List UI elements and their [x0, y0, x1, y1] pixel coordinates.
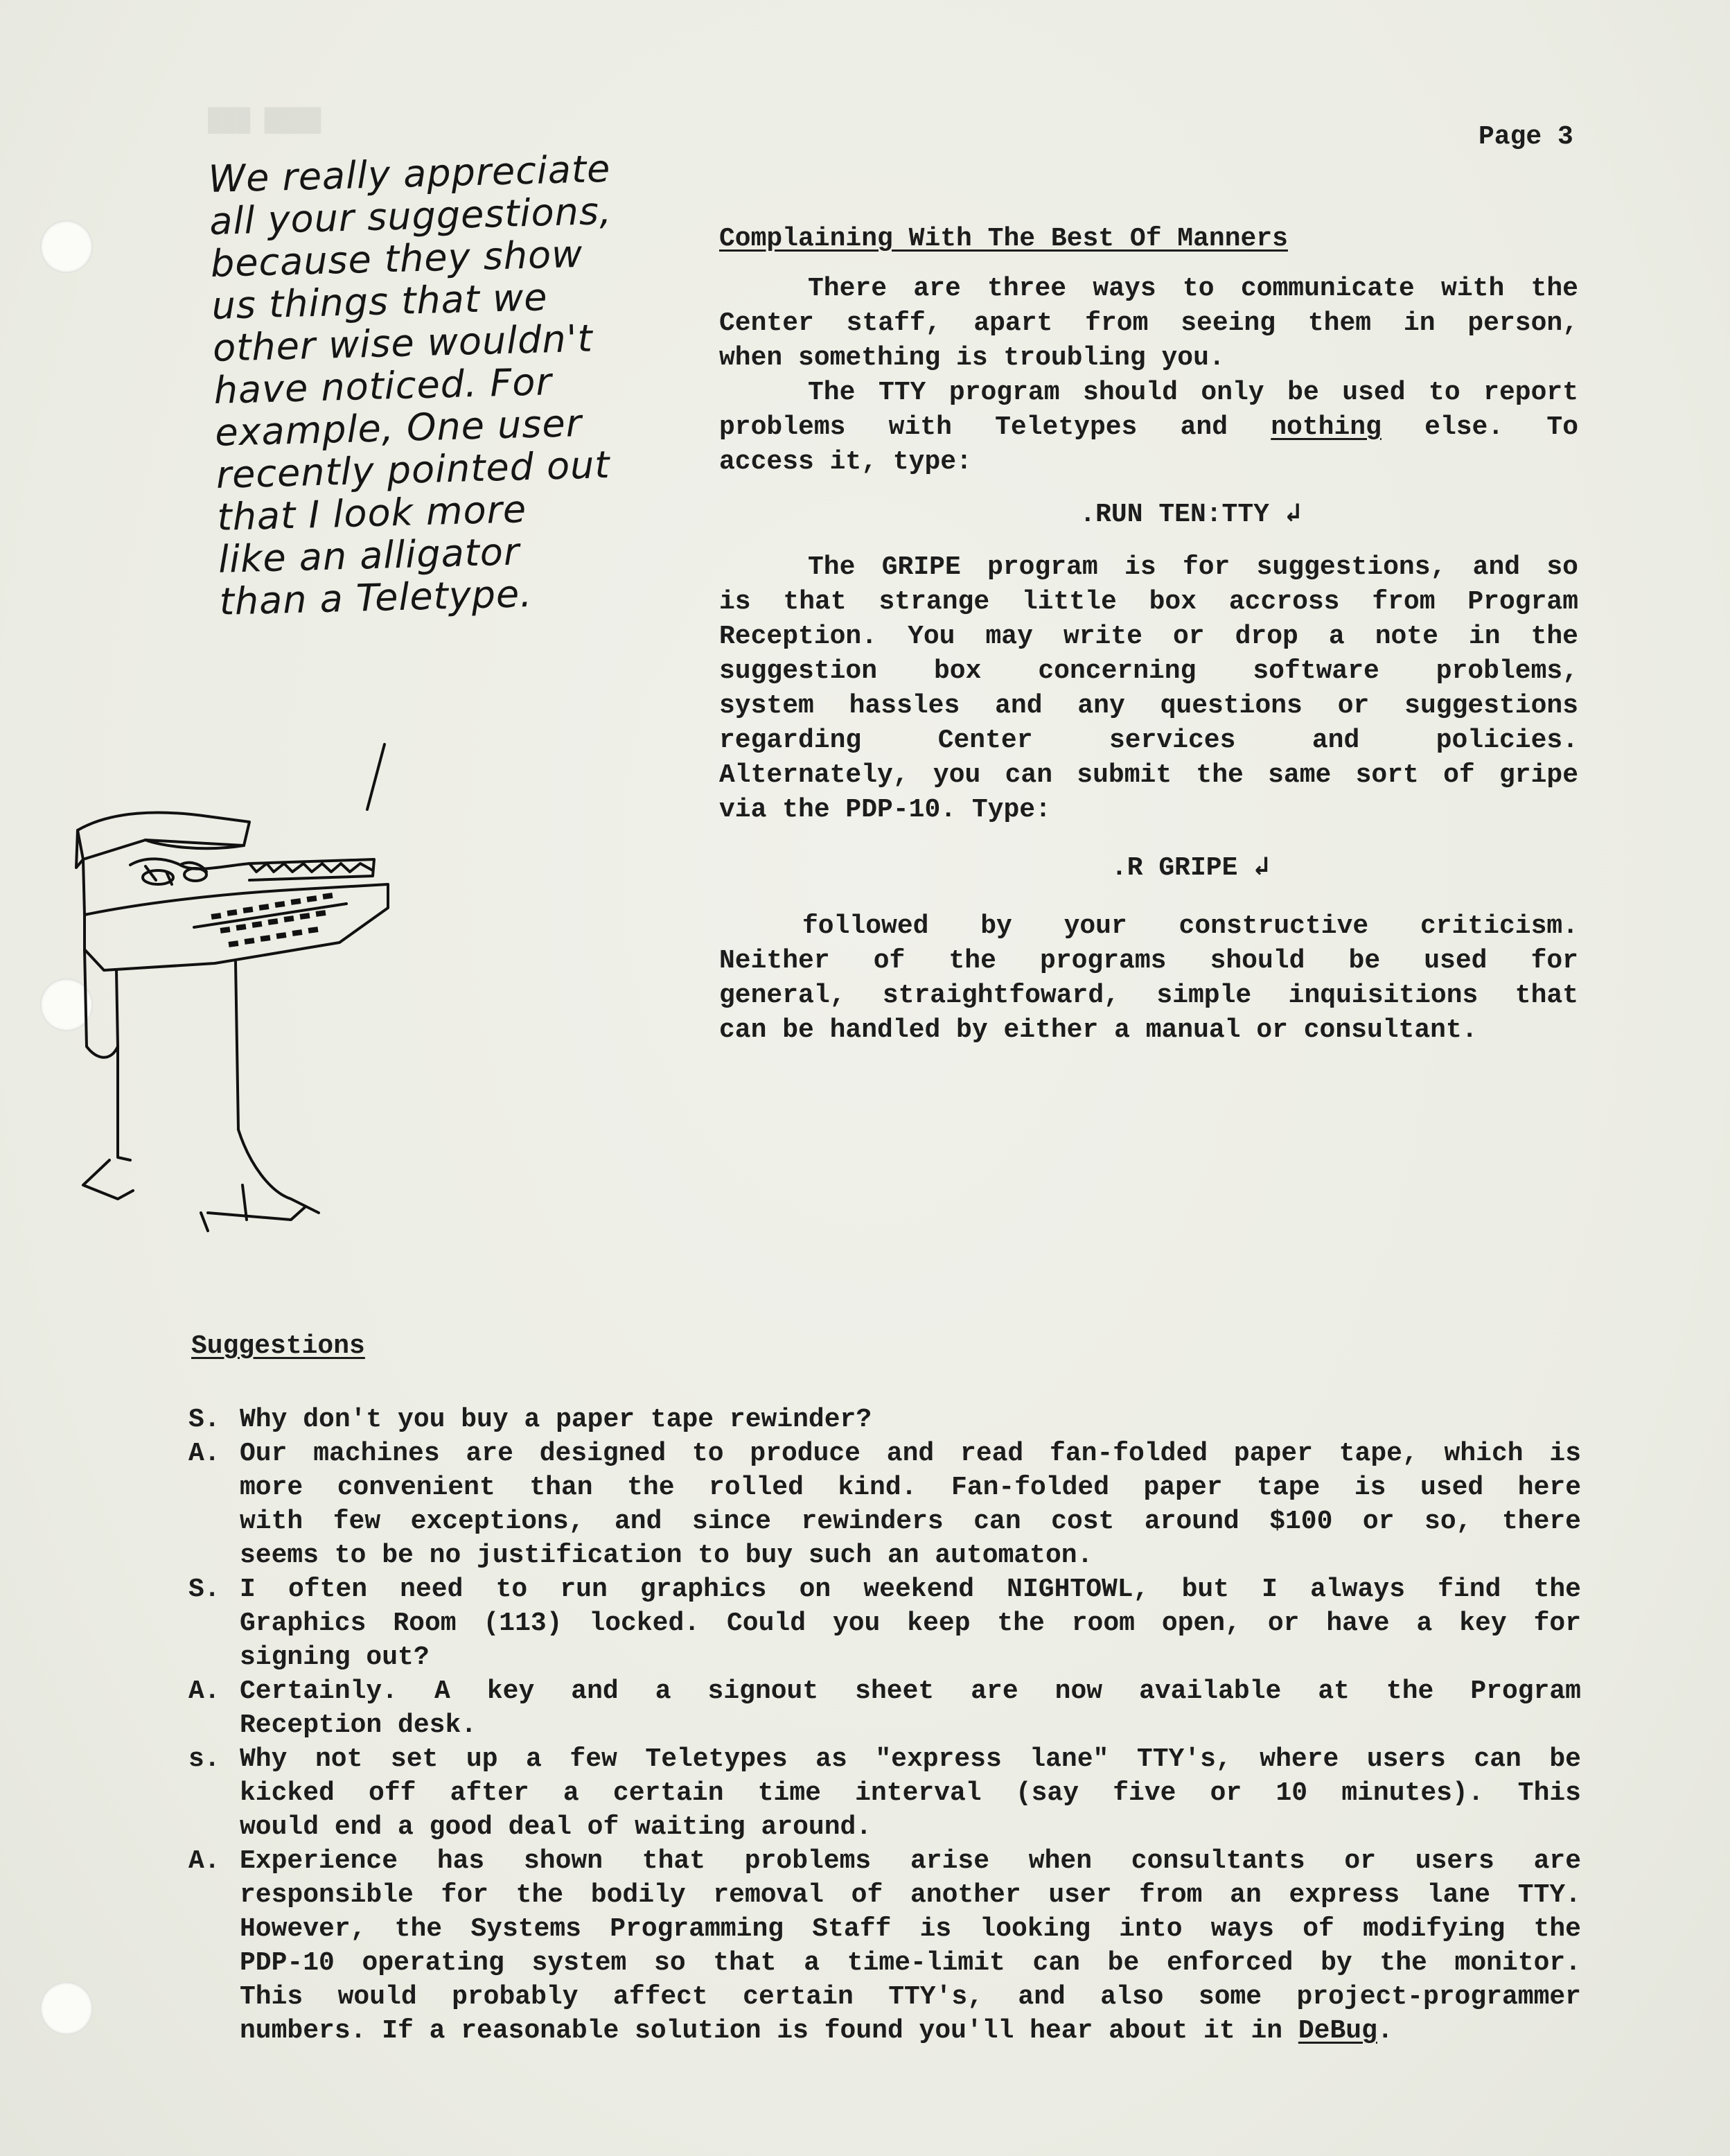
suggestions-list	[188, 1403, 1581, 2048]
article-line: when something is troubling you.	[719, 343, 1225, 373]
article-heading: Complaining With The Best Of Manners	[719, 224, 1288, 254]
handwritten-line: that I look more	[216, 487, 527, 539]
article-line: Alternately, you can submit the same sort of gripe	[719, 760, 1578, 790]
handwritten-line: because they show	[210, 231, 583, 286]
qa-line: Our machines are designed to produce and read fan-folded paper tape, which is	[240, 1439, 1581, 1469]
article-line: followed by your constructive criticism.	[802, 911, 1578, 941]
handwritten-line: other wise wouldn't	[212, 316, 594, 370]
qa-line: Why not set up a few Teletypes as "express lane" TTY's, where users can be	[240, 1744, 1581, 1774]
bleed-through-texture: ████ ███	[208, 108, 321, 134]
article-line: The TTY program should only be used to report	[808, 378, 1578, 407]
qa-line: However, the Systems Programming Staff is looking into ways of modifying the	[240, 1914, 1581, 1944]
article-line: via the PDP-10. Type:	[719, 795, 1051, 825]
qa-text: numbers. If a reasonable solution is found you'll hear about it in	[240, 2016, 1283, 2046]
qa-item	[188, 1403, 1581, 1437]
qa-item	[188, 1844, 1581, 1878]
qa-item	[188, 1742, 1581, 1776]
qa-line: more convenient than the rolled kind. Fan-folded paper tape is used here	[240, 1473, 1581, 1502]
handwritten-line: recently pointed out	[215, 442, 611, 497]
command-run-tty: .RUN TEN:TTY ↲	[1079, 500, 1301, 529]
debug-newsletter-name: DeBug	[1298, 2016, 1377, 2046]
qa-label: A.	[188, 1439, 220, 1469]
qa-item	[188, 1572, 1581, 1606]
article-line: Neither of the programs should be used for	[719, 946, 1578, 976]
article-line: system hassles and any questions or suggestions	[719, 691, 1578, 721]
qa-item	[188, 1674, 1581, 1708]
qa-line: Experience has shown that problems arise when consultants or users are	[240, 1846, 1581, 1876]
qa-line: seems to be no justification to buy such an automaton.	[240, 1541, 1093, 1570]
article-line: is that strange little box accross from Program	[719, 587, 1578, 617]
handwritten-line: all your suggestions,	[209, 189, 612, 243]
qa-label: A.	[188, 1676, 220, 1706]
handwritten-line: like an alligator	[218, 529, 520, 581]
article-text: problems with Teletypes and	[719, 412, 1228, 442]
qa-line: Reception desk.	[240, 1710, 477, 1740]
qa-label: s.	[188, 1744, 220, 1774]
page-number: Page 3	[1479, 122, 1573, 152]
handwritten-line: us things that we	[211, 275, 549, 328]
handwritten-note	[208, 145, 718, 623]
qa-line: responsible for the bodily removal of another user from an express lane TTY.	[240, 1880, 1581, 1910]
article-line: suggestion box concerning software problems,	[719, 656, 1578, 686]
qa-label: S.	[188, 1575, 220, 1604]
qa-line: Graphics Room (113) locked. Could you keep the room open, or have a key for	[240, 1609, 1581, 1638]
article-text: else. To	[1424, 412, 1579, 442]
article-line: regarding Center services and policies.	[719, 726, 1578, 755]
binder-hole-bottom	[40, 1982, 93, 2035]
qa-line: This would probably affect certain TTY's, and also some project-programmer	[240, 1982, 1581, 2012]
suggestions-heading: Suggestions	[191, 1331, 365, 1361]
article-line: Reception. You may write or drop a note in the	[719, 622, 1578, 651]
article-line: The GRIPE program is for suggestions, and so	[808, 552, 1578, 582]
qa-line: Certainly. A key and a signout sheet are now available at the Program	[240, 1676, 1581, 1706]
qa-line: with few exceptions, and since rewinders can cost around $100 or so, there	[240, 1507, 1581, 1536]
command-r-gripe: .R GRIPE ↲	[1111, 853, 1270, 883]
qa-label: S.	[188, 1405, 220, 1435]
qa-text: .	[1377, 2016, 1393, 2046]
speech-tick-icon	[367, 744, 385, 809]
handwritten-line: We really appreciate	[207, 146, 612, 201]
handwritten-line: example, One user	[214, 401, 583, 455]
qa-line: kicked off after a certain time interval (say five or 10 minutes). This	[240, 1778, 1581, 1808]
qa-label: A.	[188, 1846, 220, 1876]
article-line	[719, 410, 1578, 445]
emphasis-nothing: nothing	[1271, 412, 1382, 442]
article-line: There are three ways to communicate with the	[808, 274, 1578, 304]
qa-line: I often need to run graphics on weekend NIGHTOWL, but I always find the	[240, 1575, 1581, 1604]
teletype-drawing	[42, 742, 430, 1254]
qa-line: signing out?	[240, 1642, 430, 1672]
article-line: can be handled by either a manual or consultant.	[719, 1015, 1478, 1045]
qa-item	[188, 1437, 1581, 1471]
binder-hole-top	[40, 220, 93, 273]
article-line: access it, type:	[719, 447, 972, 477]
handwritten-line: have noticed. For	[213, 360, 553, 412]
article-line: general, straightfoward, simple inquisitions that	[719, 981, 1578, 1010]
qa-line: would end a good deal of waiting around.	[240, 1812, 872, 1842]
qa-line: Why don't you buy a paper tape rewinder?	[240, 1405, 872, 1435]
handwritten-line: than a Teletype.	[218, 571, 533, 624]
qa-line	[240, 2014, 1581, 2048]
qa-line: PDP-10 operating system so that a time-limit can be enforced by the monitor.	[240, 1948, 1581, 1978]
article-column	[719, 222, 1578, 1048]
article-line: Center staff, apart from seeing them in person,	[719, 308, 1578, 338]
